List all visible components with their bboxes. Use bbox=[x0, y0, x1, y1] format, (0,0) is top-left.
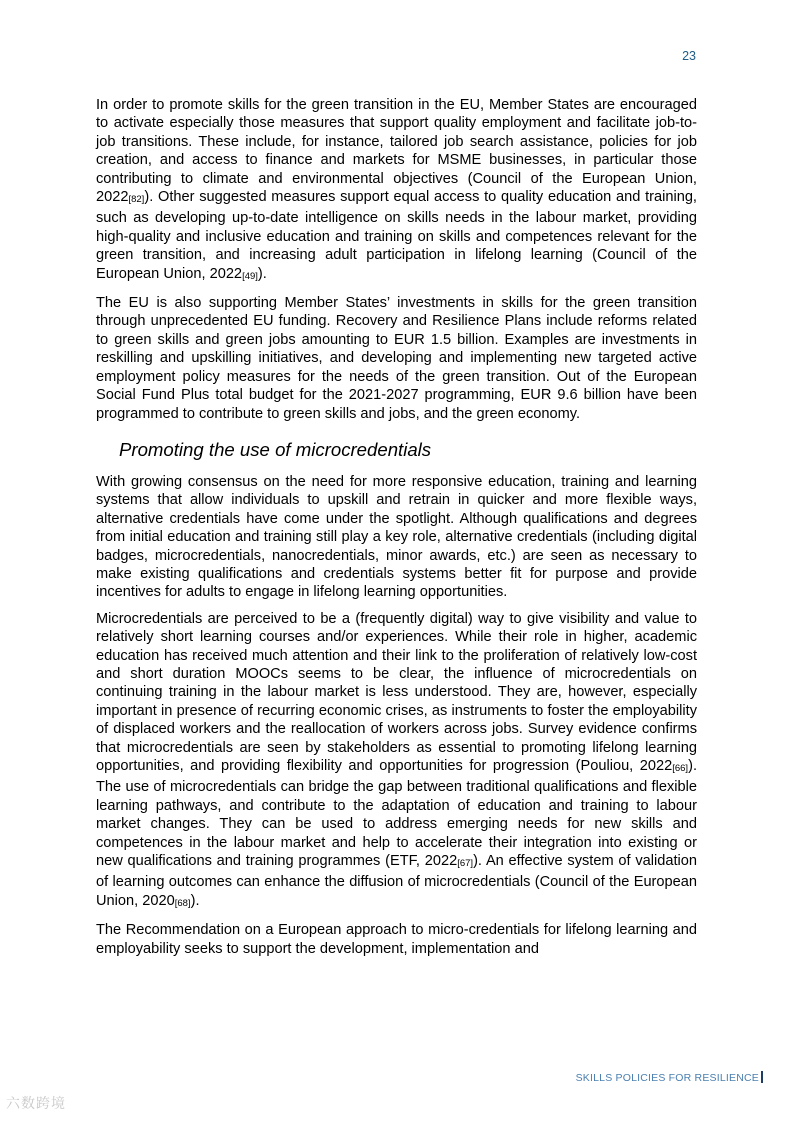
watermark-logo bbox=[6, 1093, 66, 1113]
footer-running-title: SKILLS POLICIES FOR RESILIENCE bbox=[575, 1072, 759, 1084]
footer-bar bbox=[761, 1071, 763, 1083]
paragraph-green-transition-measures bbox=[96, 96, 697, 286]
citation-ref[interactable]: [82] bbox=[128, 194, 145, 206]
paragraph-text: ). The use of microcredentials can bridge the gap between traditional qualifications and flexible learning pathways, and contribute to the adaptation of education and training to labour market changes. They can be used to address emerging needs for new skills and competences in the labour market and help to accelerate their integration into existing or new qualifications and training programmes (ETF, 2022 bbox=[96, 758, 697, 870]
watermark-text: 六数跨境 bbox=[6, 1096, 66, 1112]
paragraph-alternative-credentials: With growing consensus on the need for more responsive education, training and learning systems that allow individuals to upskill and retrain in quicker and more flexible ways, alternative credentials have come under the spotlight. Although qualifications and degrees from initial education and training still play a key role, alternative credentials (including digital badges, microcredentials, nanocredentials, minor awards, etc.) are seen as necessary to make existing qualifications and credentials systems better fit for purpose and provide incentives for adults to engage in lifelong learning opportunities. bbox=[96, 473, 697, 601]
paragraph-eu-funding: The EU is also supporting Member States’ investments in skills for the green transition through unprecedented EU funding. Recovery and Resilience Plans include reforms related to green skills and green jobs amounting to EUR 1.5 billion. Examples are investments in reskilling and upskilling initiatives, and developing and implementing new targeted active employment policy measures for the needs of the green transition. Out of the European Social Fund Plus total budget for the 2021-2027 programming, EUR 9.6 billion have been programmed to contribute to green skills and jobs, and the green economy. bbox=[96, 295, 697, 422]
paragraph-recommendation: The Recommendation on a European approach to micro-credentials for lifelong learning and employability seeks to support the development, implementation and bbox=[96, 922, 697, 957]
page-number: 23 bbox=[682, 49, 696, 63]
paragraph-text: ). An effective system of validation of learning outcomes can enhance the diffusion of microcredentials (Council of the European Union, 2020 bbox=[96, 853, 697, 909]
document-body bbox=[96, 96, 697, 966]
citation-ref[interactable]: [67] bbox=[457, 858, 474, 870]
paragraph-text: ). bbox=[190, 892, 200, 909]
paragraph-text: In order to promote skills for the green transition in the EU, Member States are encouraged to activate especially those measures that support quality employment and facilitate job-to-job transitions. These include, for instance, tailored job search assistance, policies for job creation, and access to finance and markets for MSME businesses, in particular those contributing to climate and environmental objectives (Council of the European Union, 2022 bbox=[96, 97, 697, 206]
paragraph-microcredentials bbox=[96, 610, 697, 914]
running-footer bbox=[576, 1071, 763, 1084]
citation-ref[interactable]: [49] bbox=[242, 270, 258, 282]
paragraph-text: ). bbox=[257, 265, 267, 282]
paragraph-text: ). Other suggested measures support equal access to quality education and training, such as developing up-to-date intelligence on skills needs in the labour market, providing high-quality and inclusive education and training on skills and competences relevant for the green transition, and increasing adult participation in lifelong learning (Council of the European Union, 2022 bbox=[96, 189, 697, 282]
section-heading: Promoting the use of microcredentials bbox=[119, 438, 432, 460]
citation-ref[interactable]: [68] bbox=[174, 897, 191, 909]
citation-ref[interactable]: [66] bbox=[672, 763, 689, 774]
paragraph-text: Microcredentials are perceived to be a (frequently digital) way to give visibility and value to relatively short learning courses and/or experiences. While their role in higher, academic education has received much attention and their link to the proliferation of relatively low-cost and short duration MOOCs seems to be clear, the influence of microcredentials on continuing training in the labour market is less understood. They are, however, especially important in presence of recurring economic crises, as instruments to foster the employability of displaced workers and the reallocation of workers across jobs. Survey evidence confirms that microcredentials are seen by stakeholders as essential to promoting lifelong learning opportunities, and providing flexibility and opportunities for progression (Pouliou, 2022 bbox=[96, 610, 697, 774]
